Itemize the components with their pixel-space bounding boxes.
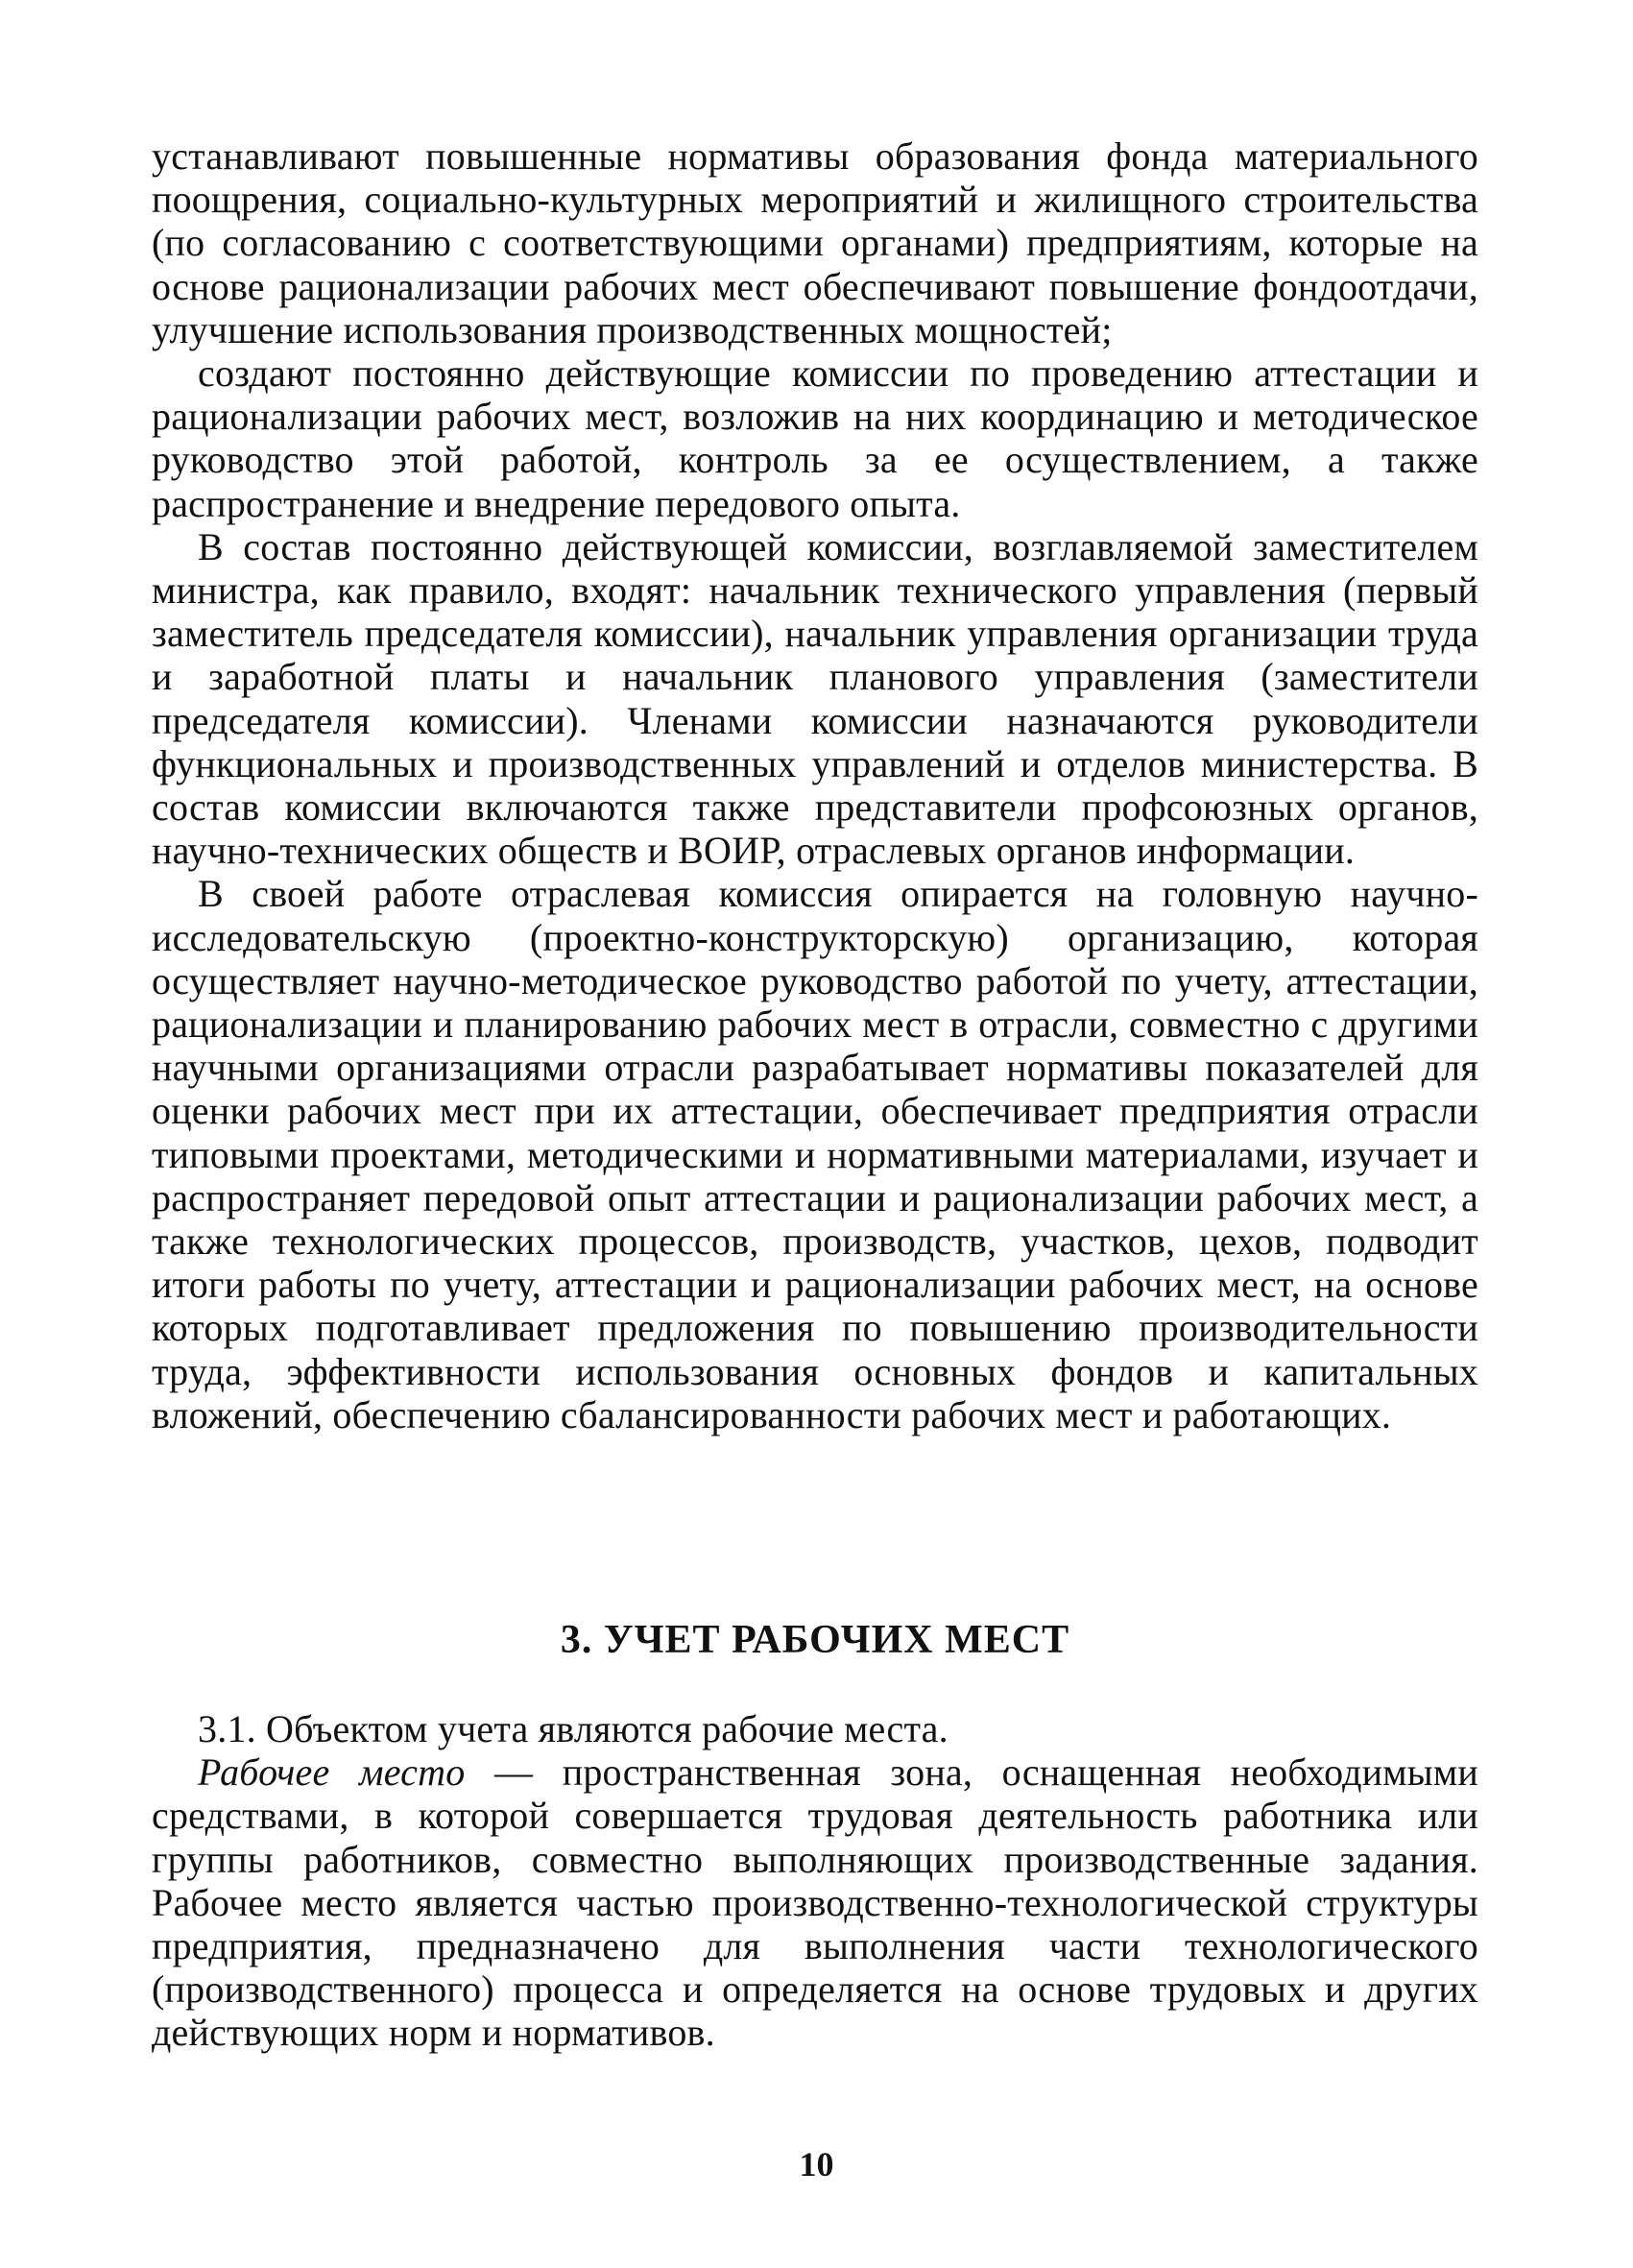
paragraph-1: устанавливают повышенные нормативы образования фонда материального поощрения, социально-культурных мероприятий и жилищного строительства (по согласованию с соответствующими органами) предприятиям, которые на основе рационализации рабочих мест обеспечивают повышение фондоотдачи, улучшение использования производственных мощностей; xyxy=(152,134,1478,351)
section-body xyxy=(152,1707,1478,2055)
page-number: 10 xyxy=(799,2145,834,2184)
item-3-1: 3.1. Объектом учета являются рабочие места. xyxy=(198,1707,949,1750)
paragraph-2: создают постоянно действующие комиссии по проведению аттестации и рационализации рабочих мест, возложив на них координацию и методическое руководство этой работой, контроль за ее осуществлением, а также распространение и внедрение передового опыта. xyxy=(152,351,1478,525)
definition-term: Рабочее место xyxy=(198,1750,466,1795)
section-heading: 3. УЧЕТ РАБОЧИХ МЕСТ xyxy=(560,1618,1070,1662)
document-body xyxy=(152,134,1478,2055)
paragraph-4: В своей работе отраслевая комиссия опирается на головную научно-исследовательскую (проектно-конструкторскую) организацию, которая осуществляет научно-методическое руководство работой по учету, аттестации, рационализации и планированию рабочих мест в отрасли, совместно с другими научными организациями отрасли разрабатывает нормативы показателей для оценки рабочих мест при их аттестации, обеспечивает предприятия отрасли типовыми проектами, методическими и нормативными материалами, изучает и распространяет передовой опыт аттестации и рационализации рабочих мест, а также технологических процессов, производств, участков, цехов, подводит итоги работы по учету, аттестации и рационализации рабочих мест, на основе которых подготавливает предложения по повышению производительности труда, эффективности использования основных фондов и капитальных вложений, обеспечению сбалансированности рабочих мест и работающих. xyxy=(152,872,1478,1436)
paragraph-3: В состав постоянно действующей комиссии, возглавляемой заместителем министра, как правило, входят: начальник технического управления (первый заместитель председателя комиссии), начальник управления организации труда и заработной платы и начальник планового управления (заместители председателя комиссии). Членами комиссии назначаются руководители функциональных и производственных управлений и отделов министерства. В состав комиссии включаются также представители профсоюзных органов, научно-технических обществ и ВОИР, отраслевых органов информации. xyxy=(152,524,1478,873)
definition-paragraph xyxy=(152,1750,1478,2054)
definition-text: — пространственная зона, оснащенная необходимыми средствами, в которой совершается трудовая деятельность работника или группы работников, совместно выполняющих производственные задания. Рабочее место является частью производственно-технологической структуры предприятия, предназначено для выполнения части технологического (производственного) процесса и определяется на основе трудовых и других действующих норм и нормативов. xyxy=(152,1750,1478,2055)
